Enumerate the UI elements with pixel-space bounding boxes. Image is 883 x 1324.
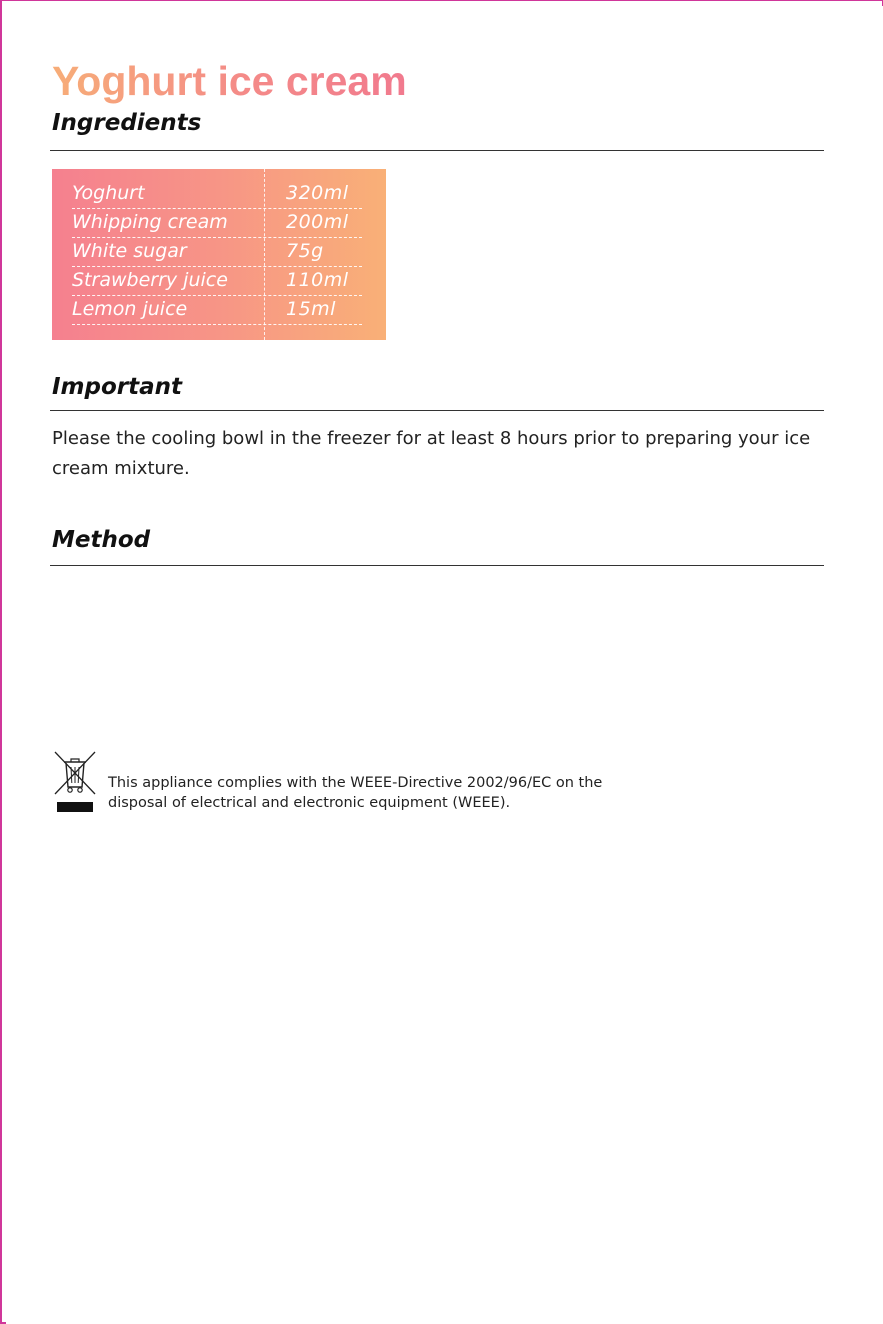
ingredient-quantity: 200ml — [286, 211, 349, 233]
method-heading: Method — [52, 527, 151, 553]
ingredients-table — [52, 169, 386, 340]
ingredient-quantity: 75g — [286, 240, 324, 262]
ingredient-name: Yoghurt — [72, 182, 145, 204]
important-text: Please the cooling bowl in the freezer for at least 8 hours prior to preparing your ice cream mixture. — [52, 428, 811, 479]
ingredient-row — [72, 179, 362, 209]
ingredient-row — [72, 237, 362, 267]
method-rule — [50, 565, 824, 566]
recipe-title: Yoghurt ice cream — [52, 58, 407, 104]
important-heading: Important — [52, 374, 183, 400]
ingredient-row — [72, 295, 362, 325]
page-frame-left — [0, 0, 2, 1324]
ingredient-quantity: 15ml — [286, 298, 336, 320]
ingredient-name: Whipping cream — [72, 211, 228, 233]
weee-notice-line-1: This appliance complies with the WEEE-Directive 2002/96/EC on the — [108, 775, 603, 791]
page-frame-top — [0, 0, 883, 1]
ingredients-heading: Ingredients — [52, 110, 202, 136]
crossed-out-wheelie-bin-icon — [52, 750, 98, 816]
weee-notice-line-2: disposal of electrical and electronic equipment (WEEE). — [108, 795, 511, 811]
ingredient-quantity: 110ml — [286, 269, 349, 291]
ingredient-name: White sugar — [72, 240, 187, 262]
important-rule — [50, 410, 824, 411]
ingredient-name: Strawberry juice — [72, 269, 228, 291]
ingredients-rule — [50, 150, 824, 151]
ingredient-name: Lemon juice — [72, 298, 188, 320]
ingredient-row — [72, 266, 362, 296]
ingredient-quantity: 320ml — [286, 182, 349, 204]
weee-notice — [108, 773, 602, 813]
ingredient-row — [72, 208, 362, 238]
